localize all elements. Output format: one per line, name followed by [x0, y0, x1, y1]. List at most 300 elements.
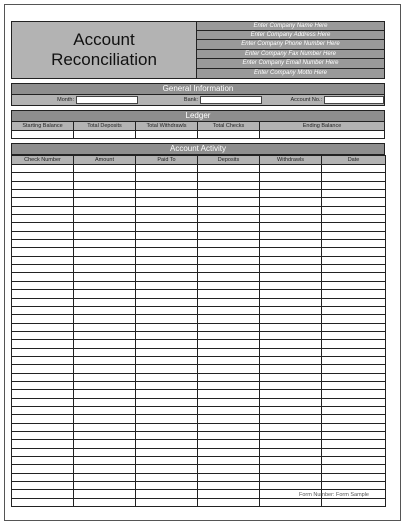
table-cell[interactable] [260, 181, 322, 189]
table-cell[interactable] [322, 223, 386, 231]
table-cell[interactable] [12, 231, 74, 239]
bank-label: Bank: [183, 97, 198, 103]
table-cell[interactable] [74, 273, 136, 281]
ledger-header-row [11, 122, 385, 131]
table-cell[interactable] [198, 240, 260, 248]
table-cell[interactable] [322, 256, 386, 264]
table-cell[interactable] [260, 323, 322, 331]
col-withdrawls: Withdrawls [260, 156, 322, 165]
table-cell[interactable] [260, 406, 322, 414]
table-row [12, 240, 386, 248]
table-cell[interactable] [260, 415, 322, 423]
table-cell[interactable] [136, 248, 198, 256]
table-cell[interactable] [198, 390, 260, 398]
table-cell[interactable] [260, 265, 322, 273]
table-cell[interactable] [322, 356, 386, 364]
table-cell[interactable] [136, 173, 198, 181]
table-cell[interactable] [322, 290, 386, 298]
table-cell[interactable] [260, 315, 322, 323]
table-cell[interactable] [260, 423, 322, 431]
table-cell[interactable] [260, 448, 322, 456]
table-cell[interactable] [74, 306, 136, 314]
account-activity-table [11, 155, 386, 507]
table-cell[interactable] [74, 490, 136, 498]
table-cell[interactable] [198, 198, 260, 206]
table-cell[interactable] [74, 381, 136, 389]
table-cell[interactable] [198, 423, 260, 431]
table-cell[interactable] [74, 165, 136, 173]
table-cell[interactable] [136, 231, 198, 239]
table-cell[interactable] [74, 290, 136, 298]
table-cell[interactable] [198, 206, 260, 214]
table-row [12, 198, 386, 206]
table-row [12, 473, 386, 481]
table-cell[interactable] [260, 498, 322, 506]
table-cell[interactable] [12, 348, 74, 356]
table-cell[interactable] [322, 190, 386, 198]
table-cell[interactable] [136, 206, 198, 214]
table-cell[interactable] [198, 265, 260, 273]
table-cell[interactable] [12, 440, 74, 448]
table-cell[interactable] [136, 215, 198, 223]
table-cell[interactable] [198, 273, 260, 281]
table-cell[interactable] [322, 406, 386, 414]
table-cell[interactable] [198, 173, 260, 181]
page-title [51, 30, 157, 70]
table-cell[interactable] [12, 315, 74, 323]
table-cell[interactable] [322, 448, 386, 456]
table-cell[interactable] [260, 381, 322, 389]
table-cell[interactable] [198, 432, 260, 440]
table-cell[interactable] [12, 340, 74, 348]
table-cell[interactable] [12, 281, 74, 289]
table-cell[interactable] [74, 323, 136, 331]
table-cell[interactable] [322, 240, 386, 248]
reconciliation-form [11, 21, 385, 507]
table-cell[interactable] [12, 215, 74, 223]
ledger-title: Ledger [11, 110, 385, 122]
table-cell[interactable] [74, 265, 136, 273]
table-cell[interactable] [260, 240, 322, 248]
table-cell[interactable] [12, 323, 74, 331]
table-cell[interactable] [198, 181, 260, 189]
table-cell[interactable] [198, 165, 260, 173]
table-cell[interactable] [260, 273, 322, 281]
table-cell[interactable] [322, 165, 386, 173]
table-cell[interactable] [136, 315, 198, 323]
table-cell[interactable] [12, 298, 74, 306]
table-cell[interactable] [322, 423, 386, 431]
table-cell[interactable] [136, 265, 198, 273]
table-cell[interactable] [260, 340, 322, 348]
table-cell[interactable] [74, 315, 136, 323]
table-cell[interactable] [260, 331, 322, 339]
table-cell[interactable] [260, 165, 322, 173]
table-cell[interactable] [198, 457, 260, 465]
table-cell[interactable] [198, 406, 260, 414]
table-cell[interactable] [136, 415, 198, 423]
table-cell[interactable] [74, 223, 136, 231]
table-cell[interactable] [136, 473, 198, 481]
table-cell[interactable] [260, 465, 322, 473]
table-cell[interactable] [74, 448, 136, 456]
table-cell[interactable] [74, 498, 136, 506]
table-cell[interactable] [74, 356, 136, 364]
table-row [12, 315, 386, 323]
table-cell[interactable] [12, 256, 74, 264]
table-cell[interactable] [198, 365, 260, 373]
table-cell[interactable] [260, 390, 322, 398]
table-cell[interactable] [198, 223, 260, 231]
table-cell[interactable] [12, 223, 74, 231]
total-withdrawls-field[interactable] [136, 131, 198, 138]
table-cell[interactable] [12, 356, 74, 364]
table-cell[interactable] [136, 373, 198, 381]
table-cell[interactable] [322, 340, 386, 348]
table-cell[interactable] [74, 473, 136, 481]
table-cell[interactable] [198, 281, 260, 289]
table-cell[interactable] [198, 331, 260, 339]
table-cell[interactable] [12, 173, 74, 181]
table-cell[interactable] [12, 373, 74, 381]
table-cell[interactable] [12, 482, 74, 490]
table-cell[interactable] [322, 281, 386, 289]
table-cell[interactable] [260, 365, 322, 373]
table-cell[interactable] [260, 298, 322, 306]
table-cell[interactable] [74, 482, 136, 490]
table-cell[interactable] [198, 298, 260, 306]
table-cell[interactable] [136, 290, 198, 298]
company-name-field[interactable]: Enter Company Name Here [197, 21, 385, 31]
table-cell[interactable] [260, 348, 322, 356]
table-cell[interactable] [260, 256, 322, 264]
table-cell[interactable] [74, 440, 136, 448]
company-address-field[interactable]: Enter Company Address Here [197, 31, 385, 41]
table-cell[interactable] [12, 190, 74, 198]
table-row [12, 190, 386, 198]
table-cell[interactable] [260, 432, 322, 440]
table-cell[interactable] [74, 231, 136, 239]
table-cell[interactable] [322, 498, 386, 506]
table-cell[interactable] [198, 256, 260, 264]
table-row [12, 256, 386, 264]
table-cell[interactable] [198, 398, 260, 406]
table-cell[interactable] [198, 315, 260, 323]
table-cell[interactable] [260, 231, 322, 239]
table-cell[interactable] [136, 465, 198, 473]
table-cell[interactable] [198, 498, 260, 506]
table-cell[interactable] [136, 281, 198, 289]
table-cell[interactable] [198, 465, 260, 473]
table-cell[interactable] [136, 331, 198, 339]
table-cell[interactable] [12, 432, 74, 440]
table-row [12, 348, 386, 356]
account-number-field[interactable] [324, 96, 384, 104]
table-row [12, 290, 386, 298]
table-cell[interactable] [260, 223, 322, 231]
table-cell[interactable] [12, 273, 74, 281]
table-cell[interactable] [260, 356, 322, 364]
table-row [12, 223, 386, 231]
table-cell[interactable] [74, 390, 136, 398]
table-cell[interactable] [322, 198, 386, 206]
table-cell[interactable] [198, 340, 260, 348]
table-cell[interactable] [136, 423, 198, 431]
table-cell[interactable] [198, 482, 260, 490]
table-cell[interactable] [198, 215, 260, 223]
table-cell[interactable] [136, 190, 198, 198]
table-cell[interactable] [322, 331, 386, 339]
table-row [12, 206, 386, 214]
table-cell[interactable] [322, 473, 386, 481]
table-cell[interactable] [322, 215, 386, 223]
table-cell[interactable] [74, 331, 136, 339]
table-cell[interactable] [12, 306, 74, 314]
table-cell[interactable] [12, 248, 74, 256]
table-cell[interactable] [136, 298, 198, 306]
table-row [12, 273, 386, 281]
table-cell[interactable] [74, 190, 136, 198]
table-cell[interactable] [136, 490, 198, 498]
table-cell[interactable] [322, 457, 386, 465]
table-cell[interactable] [12, 165, 74, 173]
table-cell[interactable] [12, 465, 74, 473]
table-cell[interactable] [260, 457, 322, 465]
table-cell[interactable] [74, 215, 136, 223]
table-cell[interactable] [12, 448, 74, 456]
table-cell[interactable] [12, 398, 74, 406]
table-cell[interactable] [12, 206, 74, 214]
table-cell[interactable] [74, 423, 136, 431]
table-row [12, 498, 386, 506]
table-cell[interactable] [260, 215, 322, 223]
table-cell[interactable] [136, 240, 198, 248]
table-cell[interactable] [322, 323, 386, 331]
table-cell[interactable] [136, 348, 198, 356]
table-cell[interactable] [198, 290, 260, 298]
table-cell[interactable] [12, 331, 74, 339]
table-cell[interactable] [322, 315, 386, 323]
table-cell[interactable] [136, 273, 198, 281]
ledger-col-ending-balance: Ending Balance [302, 123, 342, 129]
ending-balance-field[interactable] [260, 131, 384, 138]
table-cell[interactable] [136, 398, 198, 406]
table-cell[interactable] [322, 265, 386, 273]
table-row [12, 440, 386, 448]
table-cell[interactable] [260, 473, 322, 481]
table-cell[interactable] [74, 256, 136, 264]
table-cell[interactable] [322, 440, 386, 448]
table-row [12, 381, 386, 389]
table-cell[interactable] [136, 448, 198, 456]
activity-body [12, 165, 386, 507]
table-row [12, 365, 386, 373]
table-cell[interactable] [12, 290, 74, 298]
form-footer: Form Number: Form Sample [299, 492, 369, 498]
table-cell[interactable] [136, 181, 198, 189]
table-cell[interactable] [260, 173, 322, 181]
table-cell[interactable] [322, 306, 386, 314]
table-cell[interactable] [74, 457, 136, 465]
table-cell[interactable] [12, 423, 74, 431]
table-cell[interactable] [198, 473, 260, 481]
table-cell[interactable] [322, 181, 386, 189]
table-cell[interactable] [198, 190, 260, 198]
table-cell[interactable] [12, 473, 74, 481]
general-information-title: General Information [11, 83, 385, 95]
table-cell[interactable] [198, 231, 260, 239]
table-cell[interactable] [74, 248, 136, 256]
table-cell[interactable] [322, 381, 386, 389]
table-cell[interactable] [136, 323, 198, 331]
table-cell[interactable] [136, 381, 198, 389]
table-cell[interactable] [198, 323, 260, 331]
table-cell[interactable] [12, 181, 74, 189]
table-cell[interactable] [74, 298, 136, 306]
table-cell[interactable] [198, 448, 260, 456]
table-cell[interactable] [136, 457, 198, 465]
table-row [12, 482, 386, 490]
total-checks-field[interactable] [198, 131, 260, 138]
table-cell[interactable] [198, 490, 260, 498]
table-cell[interactable] [136, 498, 198, 506]
table-cell[interactable] [322, 231, 386, 239]
table-row [12, 215, 386, 223]
table-row [12, 298, 386, 306]
table-cell[interactable] [74, 240, 136, 248]
table-row [12, 306, 386, 314]
table-cell[interactable] [74, 181, 136, 189]
table-cell[interactable] [74, 348, 136, 356]
table-cell[interactable] [74, 415, 136, 423]
company-fax-field[interactable]: Enter Company Fax Number Here [197, 50, 385, 60]
table-cell[interactable] [260, 482, 322, 490]
activity-header-row [12, 156, 386, 165]
table-cell[interactable] [322, 390, 386, 398]
table-cell[interactable] [74, 398, 136, 406]
table-cell[interactable] [12, 390, 74, 398]
table-cell[interactable] [12, 498, 74, 506]
table-cell[interactable] [260, 206, 322, 214]
table-row [12, 281, 386, 289]
table-cell[interactable] [136, 165, 198, 173]
table-cell[interactable] [136, 306, 198, 314]
table-cell[interactable] [322, 273, 386, 281]
table-cell[interactable] [136, 432, 198, 440]
table-cell[interactable] [198, 356, 260, 364]
table-cell[interactable] [198, 415, 260, 423]
table-cell[interactable] [136, 340, 198, 348]
table-cell[interactable] [322, 206, 386, 214]
table-cell[interactable] [74, 406, 136, 414]
table-cell[interactable] [260, 290, 322, 298]
table-cell[interactable] [322, 482, 386, 490]
table-cell[interactable] [322, 415, 386, 423]
table-cell[interactable] [322, 298, 386, 306]
col-deposits: Deposits [198, 156, 260, 165]
table-cell[interactable] [74, 281, 136, 289]
table-cell[interactable] [322, 365, 386, 373]
table-row [12, 415, 386, 423]
table-cell[interactable] [322, 348, 386, 356]
table-cell[interactable] [198, 348, 260, 356]
bank-field[interactable] [200, 96, 262, 104]
table-cell[interactable] [260, 398, 322, 406]
table-cell[interactable] [260, 440, 322, 448]
table-cell[interactable] [12, 365, 74, 373]
table-cell[interactable] [260, 281, 322, 289]
table-cell[interactable] [260, 198, 322, 206]
table-cell[interactable] [136, 256, 198, 264]
table-cell[interactable] [74, 173, 136, 181]
table-row [12, 448, 386, 456]
table-cell[interactable] [198, 440, 260, 448]
table-cell[interactable] [260, 248, 322, 256]
company-email-field[interactable]: Enter Company Email Number Here [197, 59, 385, 69]
starting-balance-field[interactable] [12, 131, 74, 138]
table-cell[interactable] [322, 248, 386, 256]
table-row [12, 181, 386, 189]
table-cell[interactable] [74, 373, 136, 381]
table-cell[interactable] [198, 306, 260, 314]
month-field[interactable] [76, 96, 138, 104]
table-cell[interactable] [74, 465, 136, 473]
table-cell[interactable] [198, 248, 260, 256]
table-row [12, 423, 386, 431]
table-cell[interactable] [12, 198, 74, 206]
table-cell[interactable] [136, 390, 198, 398]
table-cell[interactable] [74, 198, 136, 206]
table-cell[interactable] [74, 340, 136, 348]
table-cell[interactable] [322, 465, 386, 473]
table-cell[interactable] [260, 373, 322, 381]
table-row [12, 406, 386, 414]
table-cell[interactable] [12, 265, 74, 273]
table-cell[interactable] [136, 223, 198, 231]
table-cell[interactable] [136, 198, 198, 206]
table-cell[interactable] [260, 306, 322, 314]
table-cell[interactable] [198, 373, 260, 381]
title-block [11, 21, 197, 79]
general-information-section [11, 83, 385, 106]
table-row [12, 173, 386, 181]
table-row [12, 323, 386, 331]
table-cell[interactable] [12, 457, 74, 465]
table-cell[interactable] [74, 432, 136, 440]
table-cell[interactable] [74, 365, 136, 373]
table-cell[interactable] [12, 381, 74, 389]
table-cell[interactable] [12, 415, 74, 423]
table-cell[interactable] [198, 381, 260, 389]
table-cell[interactable] [74, 206, 136, 214]
table-cell[interactable] [260, 190, 322, 198]
table-cell[interactable] [12, 490, 74, 498]
table-cell[interactable] [322, 398, 386, 406]
table-cell[interactable] [322, 432, 386, 440]
company-motto-field[interactable]: Enter Company Motto Here [197, 69, 385, 79]
company-phone-field[interactable]: Enter Company Phone Number Here [197, 40, 385, 50]
table-cell[interactable] [136, 365, 198, 373]
table-cell[interactable] [136, 406, 198, 414]
table-cell[interactable] [136, 440, 198, 448]
table-cell[interactable] [136, 482, 198, 490]
table-cell[interactable] [12, 406, 74, 414]
total-deposits-field[interactable] [74, 131, 136, 138]
table-cell[interactable] [322, 373, 386, 381]
table-cell[interactable] [322, 173, 386, 181]
table-cell[interactable] [12, 240, 74, 248]
table-cell[interactable] [136, 356, 198, 364]
